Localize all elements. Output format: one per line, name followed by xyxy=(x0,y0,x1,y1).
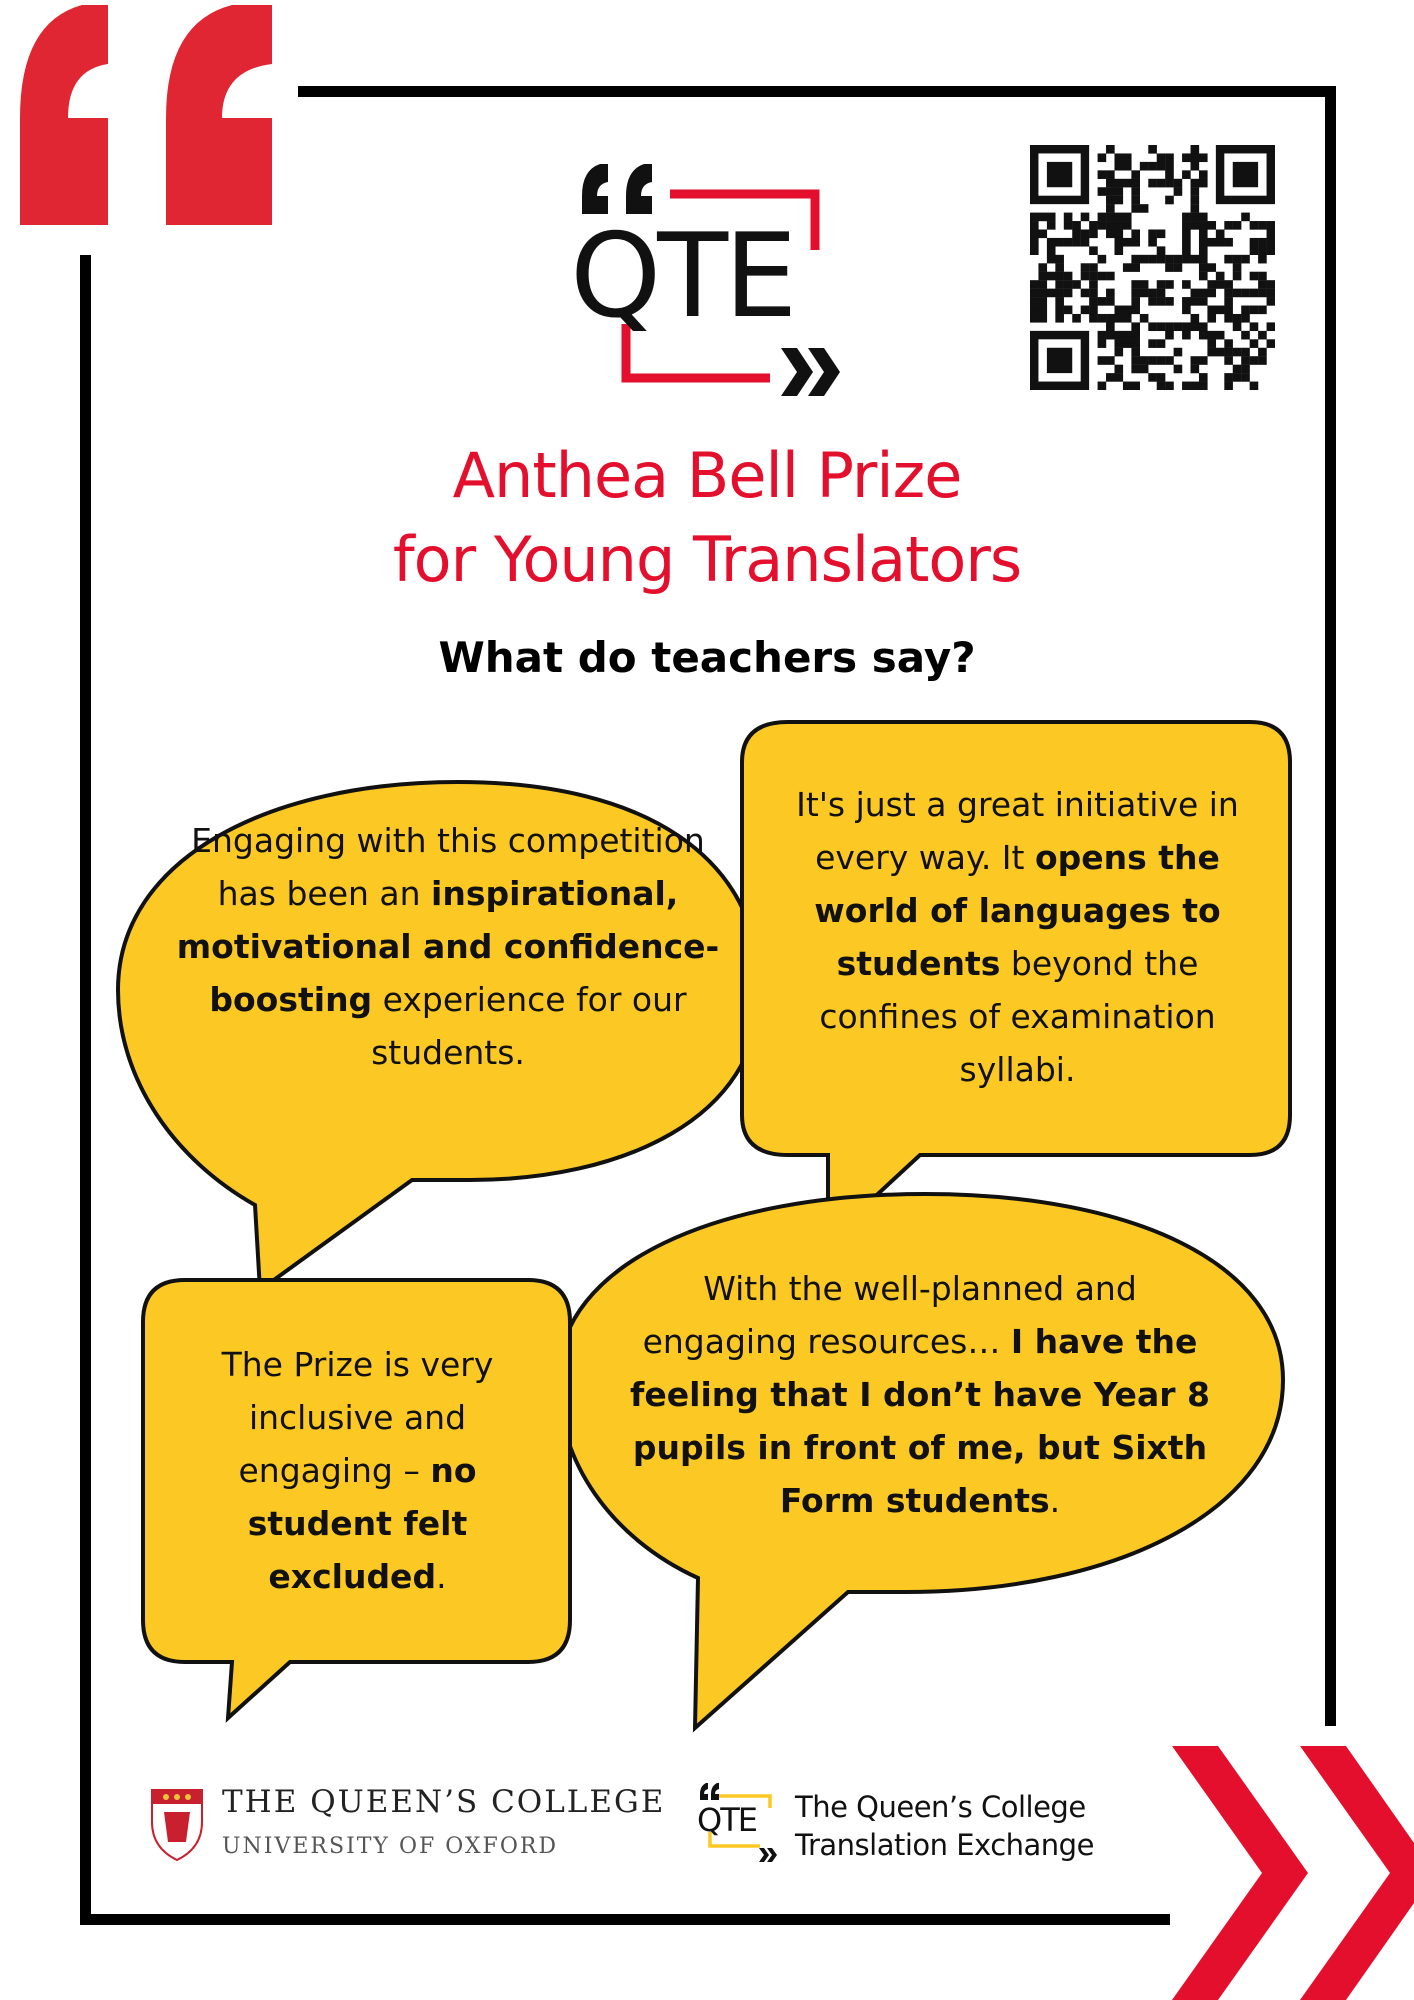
qte-logo-letters: QTE xyxy=(570,209,794,344)
quote-3 xyxy=(180,1338,535,1603)
quote-2-end: beyond the confines of examination syllabi. xyxy=(819,944,1216,1089)
subtitle: What do teachers say? xyxy=(438,633,976,682)
quote-1-bold: inspirational, motivational and confidence-boosting xyxy=(176,874,720,1019)
college-name[interactable]: THE QUEEN’S COLLEGE xyxy=(222,1784,666,1820)
quote-3-bold: no student felt excluded xyxy=(247,1451,477,1596)
qte-small-letters: QTE xyxy=(697,1801,756,1839)
quote-1-text: Engaging with this competition has been an xyxy=(191,821,705,913)
exchange-line-1[interactable]: The Queen’s College xyxy=(795,1790,1086,1824)
qr-code-icon[interactable] xyxy=(1030,145,1275,390)
quote-1 xyxy=(168,814,728,1079)
quote-3-end: . xyxy=(436,1557,447,1596)
quote-2 xyxy=(775,778,1260,1096)
quote-2-text: It's just a great initiative in every way. It xyxy=(796,785,1239,877)
exchange-line-2[interactable]: Translation Exchange xyxy=(795,1828,1094,1862)
quote-2-bold: opens the world of languages to students xyxy=(814,838,1221,983)
quote-1-end: experience for our students. xyxy=(371,980,687,1072)
closing-quote-icon xyxy=(1172,1746,1414,2000)
university-name: UNIVERSITY OF OXFORD xyxy=(222,1834,559,1859)
opening-quote-icon xyxy=(20,5,272,225)
quote-4-end: . xyxy=(1049,1481,1061,1520)
quote-4-text: With the well-planned and engaging resources… xyxy=(642,1269,1137,1361)
quote-4-bold: I have the feeling that I don’t have Year 8 pupils in front of me, but Sixth Form students xyxy=(630,1322,1210,1520)
quote-4 xyxy=(630,1262,1210,1527)
quote-3-text: The Prize is very inclusive and engaging – xyxy=(221,1345,494,1490)
college-crest-icon xyxy=(152,1790,202,1860)
title-line-1: Anthea Bell Prize xyxy=(452,439,962,512)
title-line-2: for Young Translators xyxy=(392,523,1022,596)
